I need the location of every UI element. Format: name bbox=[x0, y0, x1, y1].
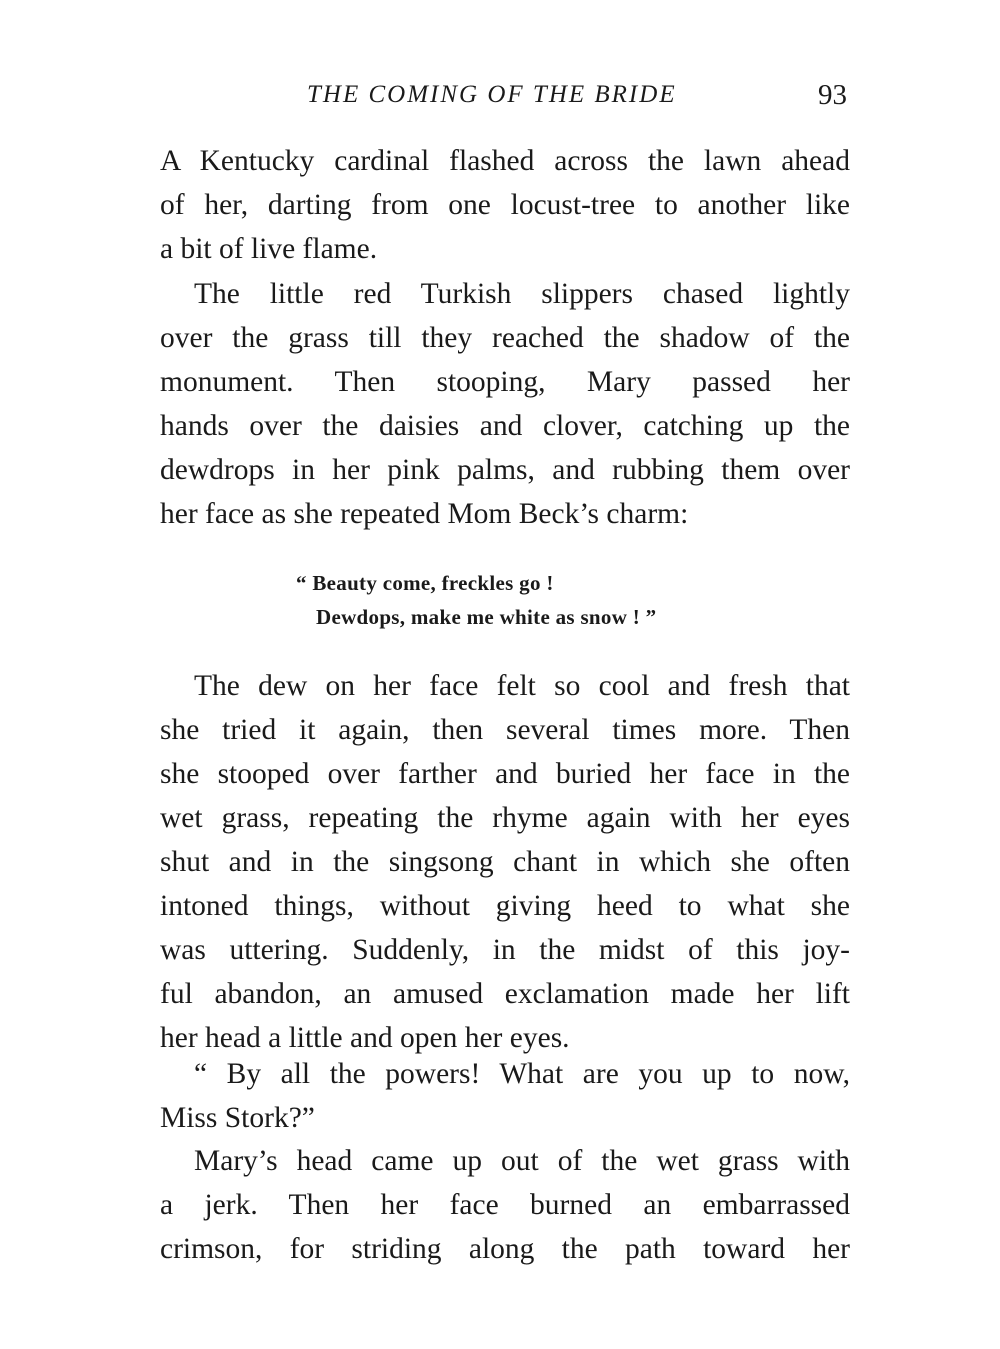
text-line: monument. Then stooping, Mary passed her bbox=[160, 366, 850, 398]
verse-block bbox=[296, 566, 656, 634]
text-line: A Kentucky cardinal flashed across the lawn ahead bbox=[160, 145, 850, 177]
page-number: 93 bbox=[818, 79, 847, 111]
paragraph-2 bbox=[160, 272, 850, 536]
text-line: over the grass till they reached the shadow of the bbox=[160, 322, 850, 354]
paragraph-5 bbox=[160, 1139, 850, 1271]
text-line: crimson, for striding along the path toward her bbox=[160, 1233, 850, 1265]
text-line: shut and in the singsong chant in which she often bbox=[160, 846, 850, 878]
running-title: THE COMING OF THE BRIDE bbox=[307, 81, 677, 108]
text-line: dewdrops in her pink palms, and rubbing them over bbox=[160, 454, 850, 486]
text-line: wet grass, repeating the rhyme again with her eyes bbox=[160, 802, 850, 834]
text-line: The dew on her face felt so cool and fresh that bbox=[194, 670, 850, 702]
text-line: hands over the daisies and clover, catching up the bbox=[160, 410, 850, 442]
text-line: “ By all the powers! What are you up to now, bbox=[194, 1058, 850, 1090]
paragraph-4 bbox=[160, 1052, 850, 1140]
text-line: The little red Turkish slippers chased lightly bbox=[194, 278, 850, 310]
text-line: she stooped over farther and buried her face in the bbox=[160, 758, 850, 790]
text-line: her head a little and open her eyes. bbox=[160, 1022, 570, 1054]
text-line: Miss Stork?” bbox=[160, 1102, 315, 1134]
verse-line: Dewdops, make me white as snow ! ” bbox=[316, 605, 657, 629]
text-line: her face as she repeated Mom Beck’s charm: bbox=[160, 498, 689, 530]
paragraph-1 bbox=[160, 139, 850, 271]
text-line: ful abandon, an amused exclamation made her lift bbox=[160, 978, 850, 1010]
text-line: of her, darting from one locust-tree to another like bbox=[160, 189, 850, 221]
text-line: a bit of live flame. bbox=[160, 233, 378, 265]
text-line: a jerk. Then her face burned an embarrassed bbox=[160, 1189, 850, 1221]
running-head bbox=[160, 78, 850, 118]
text-line: she tried it again, then several times more. Then bbox=[160, 714, 850, 746]
paragraph-3 bbox=[160, 664, 850, 1060]
text-line: was uttering. Suddenly, in the midst of this joy- bbox=[160, 934, 850, 966]
text-line: intoned things, without giving heed to what she bbox=[160, 890, 850, 922]
verse-line: “ Beauty come, freckles go ! bbox=[296, 571, 554, 595]
text-line: Mary’s head came up out of the wet grass with bbox=[194, 1145, 850, 1177]
